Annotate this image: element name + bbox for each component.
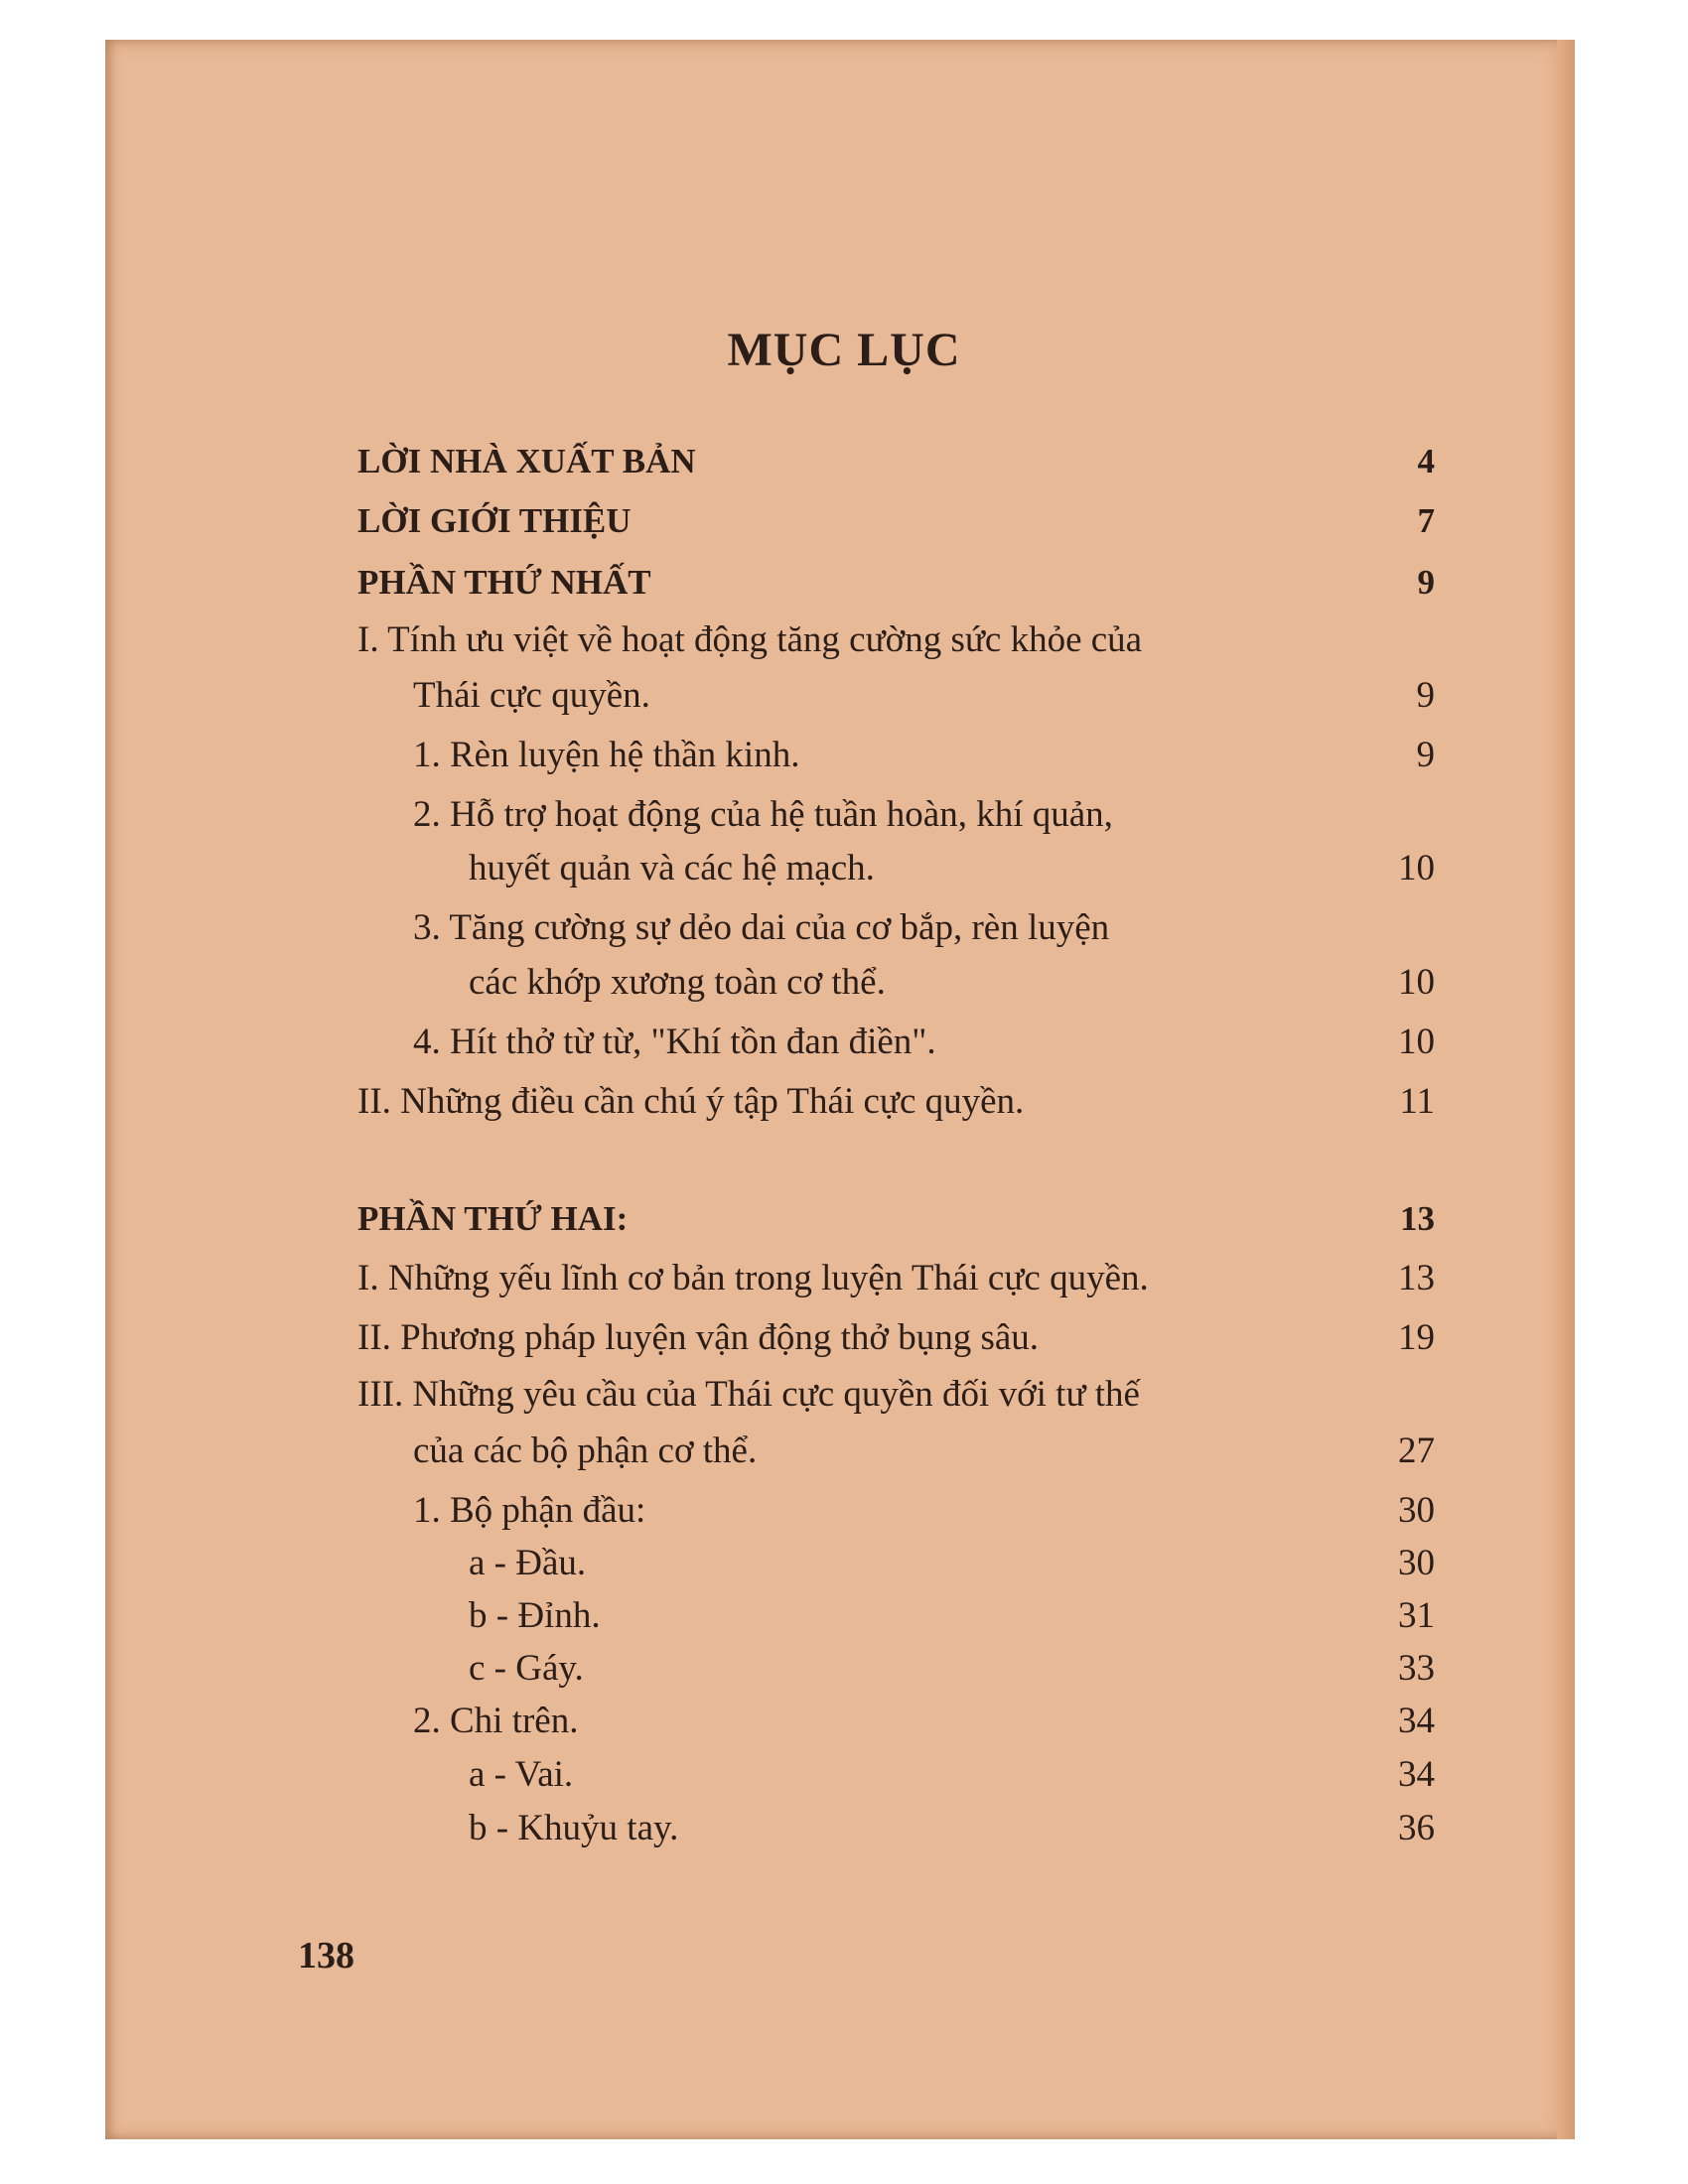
toc-entry: [357, 903, 1435, 953]
toc-entry: [357, 1697, 1435, 1746]
toc-entry: [357, 1194, 1435, 1244]
toc-entry-page: 19: [1398, 1317, 1435, 1358]
toc-entry: [357, 437, 1435, 486]
toc-entry-text: 1. Bộ phận đầu:: [413, 1490, 646, 1531]
toc-entry: [357, 958, 1435, 1008]
toc-entry-page: 10: [1398, 848, 1435, 888]
toc-entry: [357, 1370, 1435, 1420]
toc-entry-text: LỜI GIỚI THIỆU: [357, 501, 632, 540]
toc-entry: [357, 1804, 1435, 1853]
toc-entry-page: 7: [1417, 501, 1435, 540]
toc-entry-text: PHẦN THỨ HAI:: [357, 1199, 629, 1238]
toc-entry-page: 31: [1398, 1595, 1435, 1636]
toc-entry: [357, 496, 1435, 546]
toc-entry: [357, 558, 1435, 608]
toc-entry-text: 4. Hít thở từ từ, "Khí tồn đan điền".: [413, 1022, 936, 1062]
toc-entry-text: c - Gáy.: [469, 1648, 584, 1689]
toc-entry: [357, 731, 1435, 780]
toc-entry-page: 30: [1398, 1490, 1435, 1531]
toc-entry: [357, 790, 1435, 840]
toc-entry-text: I. Những yếu lĩnh cơ bản trong luyện Thái cực quyền.: [357, 1258, 1149, 1298]
toc-entry-page: 11: [1399, 1081, 1435, 1122]
toc-entry-page: 4: [1417, 442, 1435, 480]
toc-entry: [357, 671, 1435, 721]
toc-entry-page: 9: [1416, 675, 1435, 716]
toc-entry-page: 27: [1398, 1431, 1435, 1471]
toc-entry-text: LỜI NHÀ XUẤT BẢN: [357, 442, 696, 480]
toc-entry-page: 9: [1416, 735, 1435, 775]
toc-entry: [357, 1254, 1435, 1303]
toc-entry-text: a - Đầu.: [469, 1543, 587, 1583]
toc-entry-page: 10: [1398, 1022, 1435, 1062]
toc-entry-text: 3. Tăng cường sự dẻo dai của cơ bắp, rèn luyện: [413, 907, 1110, 948]
toc-entry: [357, 1427, 1435, 1476]
toc-entry-page: 13: [1398, 1258, 1435, 1298]
toc-entry-text: huyết quản và các hệ mạch.: [469, 848, 875, 888]
toc-entry-text: b - Khuỷu tay.: [469, 1808, 679, 1848]
toc-entry-text: của các bộ phận cơ thể.: [413, 1431, 758, 1471]
toc-entry-page: 36: [1398, 1808, 1435, 1848]
toc-entry: [357, 1644, 1435, 1694]
toc-entry: [357, 1486, 1435, 1536]
toc-entry-page: 9: [1417, 563, 1435, 602]
toc-entry-text: I. Tính ưu việt về hoạt động tăng cường sức khỏe của: [357, 619, 1143, 660]
toc-entry-page: 34: [1398, 1701, 1435, 1741]
toc-entry-page: 33: [1398, 1648, 1435, 1689]
toc-entry: [357, 1018, 1435, 1067]
toc-entry-text: 1. Rèn luyện hệ thần kinh.: [413, 735, 800, 775]
toc-entry-text: 2. Chi trên.: [413, 1701, 579, 1741]
toc-entry: [357, 1750, 1435, 1800]
toc-entry-text: 2. Hỗ trợ hoạt động của hệ tuần hoàn, khí quản,: [413, 794, 1113, 835]
toc-entry-text: các khớp xương toàn cơ thể.: [469, 962, 886, 1003]
toc-entry-page: 34: [1398, 1754, 1435, 1795]
toc-entry: [357, 1539, 1435, 1588]
toc-entry-text: PHẦN THỨ NHẤT: [357, 563, 651, 602]
toc-entry: [357, 1313, 1435, 1363]
toc-entry-page: 13: [1400, 1199, 1435, 1238]
toc-entry-text: II. Những điều cần chú ý tập Thái cực quyền.: [357, 1081, 1025, 1122]
toc-entry-page: 30: [1398, 1543, 1435, 1583]
toc-entry-text: Thái cực quyền.: [413, 675, 650, 716]
toc-entry: [357, 1077, 1435, 1127]
toc-entry-text: II. Phương pháp luyện vận động thở bụng sâu.: [357, 1317, 1040, 1358]
toc-entry: [357, 615, 1435, 665]
toc-entry-text: III. Những yêu cầu của Thái cực quyền đối với tư thế: [357, 1374, 1140, 1415]
toc-entry: [357, 844, 1435, 893]
page-number: 138: [298, 1935, 354, 1977]
toc-entry: [357, 1591, 1435, 1641]
toc-title: MỤC LỤC: [727, 324, 961, 376]
toc-entry-text: a - Vai.: [469, 1754, 574, 1795]
toc-entry-page: 10: [1398, 962, 1435, 1003]
toc-entry-text: b - Đỉnh.: [469, 1595, 601, 1636]
